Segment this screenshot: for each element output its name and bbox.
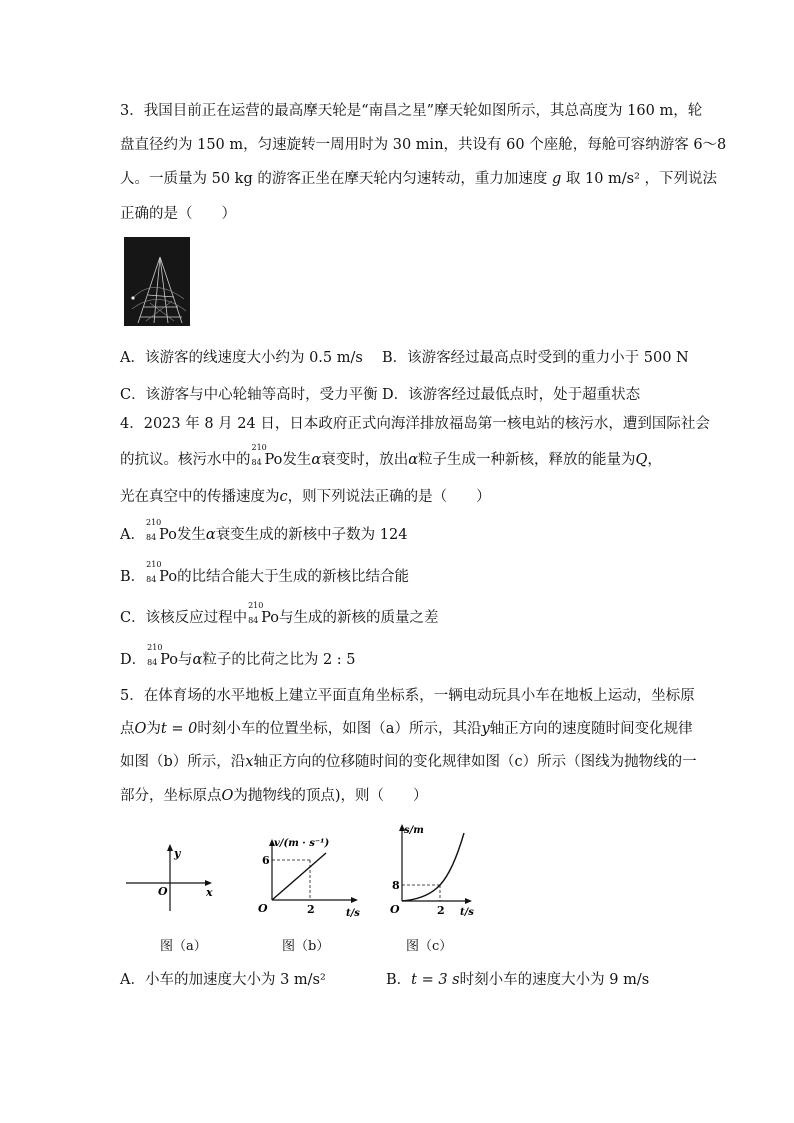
q4-stem-line-3: 光在真空中的传播速度为c，则下列说法正确的是（ ） (120, 489, 491, 505)
figure-c-st-graph (382, 815, 482, 920)
q3-option-a[interactable]: A．该游客的线速度大小约为 0.5 m/s (120, 350, 363, 366)
tick-x-2: 2 (437, 904, 445, 917)
q3-option-c[interactable]: C．该游客与中心轮轴等高时，受力平衡 (120, 387, 378, 403)
q3-stem-line-2: 盘直径约为 150 m，匀速旋转一周用时为 30 min，共设有 60 个座舱，每舱可容纳游客 6～8 (120, 137, 727, 153)
q3-option-b[interactable]: B．该游客经过最高点时受到的重力小于 500 N (382, 350, 689, 366)
q4-option-b[interactable]: B． 210 84 Po的比结合能大于生成的新核比结合能 (120, 560, 410, 585)
t-axis-label: t/s (460, 907, 474, 918)
q5-option-a[interactable]: A．小车的加速度大小为 3 m/s² (120, 972, 326, 988)
figure-c-caption: 图（c） (406, 939, 453, 954)
figure-a-caption: 图（a） (160, 939, 207, 954)
q3-option-d[interactable]: D．该游客经过最低点时，处于超重状态 (382, 387, 641, 403)
q5-stem-line-2: 点O为t = 0时刻小车的位置坐标，如图（a）所示，其沿y轴正方向的速度随时间变化规律 (120, 721, 693, 737)
origin-label: O (258, 902, 268, 915)
y-axis-arrow (167, 844, 173, 851)
figure-b-vt-graph (250, 830, 370, 920)
q5-option-b[interactable]: B．t = 3 s时刻小车的速度大小为 9 m/s (386, 972, 650, 988)
q4-option-a[interactable]: A． 210 84 Po发生α衰变生成的新核中子数为 124 (120, 518, 408, 543)
tick-x-2: 2 (307, 903, 315, 916)
tick-y-6: 6 (262, 854, 270, 867)
q3-stem-line-3: 人。一质量为 50 kg 的游客正坐在摩天轮内匀速转动，重力加速度 g 取 10 m/s² ，下列说法 (120, 171, 718, 187)
q4-stem-line-2: 的抗议。核污水中的 210 84 Po发生α衰变时，放出α粒子生成一种新核，释放的能量为Q， (120, 443, 662, 468)
s-axis-label: s/m (404, 825, 424, 836)
q4-stem-line-1: 4．2023 年 8 月 24 日，日本政府正式向海洋排放福岛第一核电站的核污水，遭到国际社会 (120, 416, 710, 432)
t-axis-label: t/s (346, 908, 360, 919)
tick-y-8: 8 (392, 879, 400, 892)
ferris-wheel-photo (124, 237, 190, 326)
q4-option-c[interactable]: C．该核反应过程中 210 84 Po与生成的新核的质量之差 (120, 601, 439, 626)
q3-stem-line-1: 3．我国目前正在运营的最高摩天轮是“南昌之星”摩天轮如图所示，其总高度为 160 m，轮 (120, 103, 703, 119)
q4-option-d[interactable]: D． 210 84 Po与α粒子的比荷之比为 2 : 5 (120, 643, 356, 668)
y-axis-label: y (174, 847, 181, 860)
parabola-curve (402, 833, 464, 901)
figure-b-caption: 图（b） (282, 939, 330, 954)
q5-stem-line-1: 5．在体育场的水平地板上建立平面直角坐标系，一辆电动玩具小车在地板上运动，坐标原 (120, 688, 695, 704)
q3-stem-line-4: 正确的是（ ） (120, 206, 236, 222)
po-210-nuclide: 210 84 Po (251, 443, 283, 468)
q5-stem-line-4: 部分，坐标原点O为抛物线的顶点)，则（ ） (120, 788, 428, 804)
origin-label: O (390, 903, 400, 916)
figure-a-axes (120, 835, 220, 915)
v-axis-label: v/(m · s⁻¹) (274, 838, 330, 849)
q5-stem-line-3: 如图（b）所示，沿x轴正方向的位移随时间的变化规律如图（c）所示（图线为抛物线的一 (120, 754, 697, 770)
origin-label: O (158, 885, 168, 898)
x-axis-label: x (206, 886, 213, 899)
